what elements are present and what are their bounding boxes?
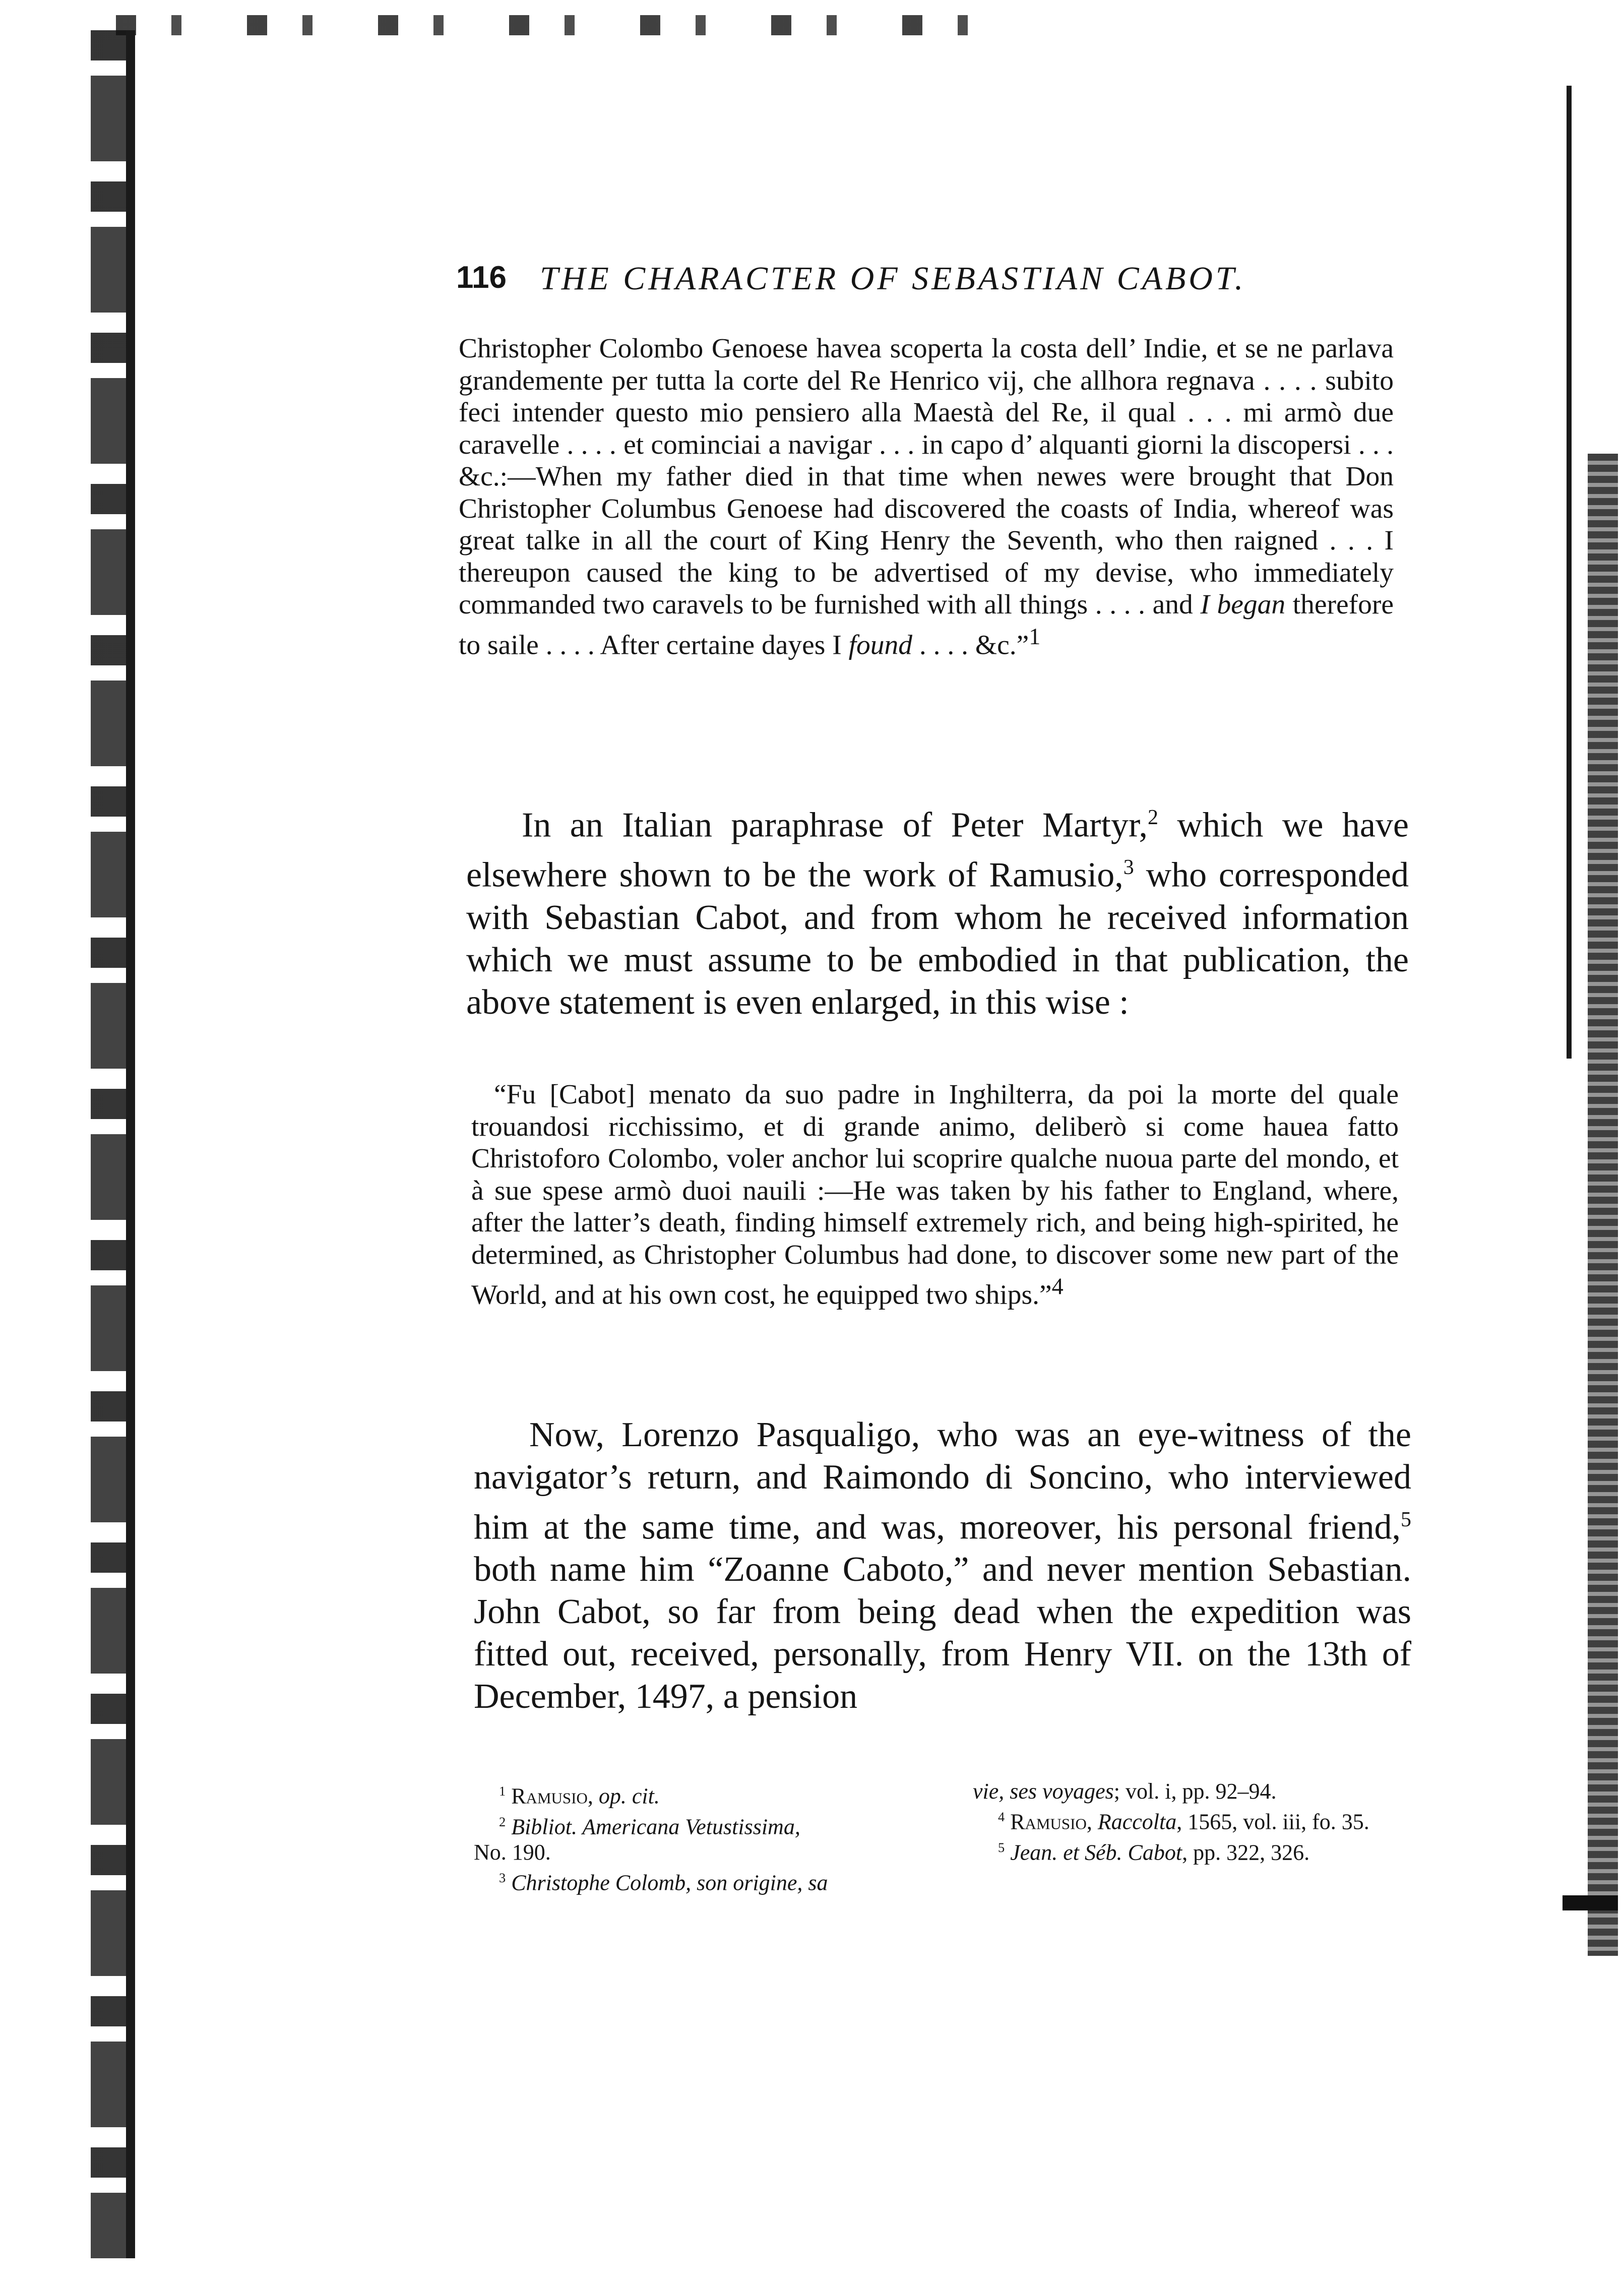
scan-artifact-right-mark [1563,1895,1618,1910]
quote-italic-text: I began [1200,589,1286,620]
footnote-number: 5 [998,1839,1005,1855]
footnote-2 [474,1809,927,1866]
quote-text: therefore to saile . . . . After certaine dayes I [459,589,1394,660]
paragraph-text: In an Italian paraphrase of Peter Martyr, [522,806,1148,845]
paragraph-text: Now, Lorenzo Pasqualigo, who was an eye-witness of the navigator’s return, and Raimondo di Soncino, who interviewed him at the same time, and was, moreover, his personal friend, [474,1415,1411,1547]
body-paragraph-pasqualigo [474,1414,1411,1718]
footnote-ref: 2 [1147,806,1158,829]
footnote-1 [474,1778,927,1809]
quote-text: Christopher Colombo Genoese havea scoperta la costa dell’ Indie, et se ne parlava grandemente per tutta la corte del Re Henrico vij, che allhora regnava . . . . subito feci intender questo mio pensiero alla Maestà del Re, il qual . . . mi armò due caravelle . . . . et cominciai a navigar . . . in capo d’ alquanti giorni la discopersi . . . &c.:—When my father died in that time when newes were brought that Don Christopher Columbus Genoese had discovered the coasts of India, whereof was great talke in all the court of King Henry the Seventh, who then raigned . . . I thereupon caused the king to be advertised of my devise, who immediately commanded two caravels to be furnished with all things . . . . and [459,333,1394,620]
footnotes-left-column [474,1778,927,1896]
scan-artifact-left-margin [91,30,126,2258]
footnote-text: , 1565, vol. iii, fo. 35. [1176,1809,1369,1834]
footnote-text: ; vol. i, pp. 92–94. [1113,1779,1277,1804]
footnote-ref: 3 [1123,856,1134,880]
footnote-title: Bibliot. Americana Vetustissima, [511,1814,800,1839]
footnotes-right-column [973,1778,1416,1865]
paragraph [466,796,1409,1024]
footnote-ref: 4 [1051,1274,1064,1300]
footnote-author: Ramusio [1010,1809,1087,1834]
footnote-3-continued [973,1778,1416,1804]
quote-paragraph [459,333,1394,661]
footnote-text: No. 190. [474,1840,551,1865]
quote-paragraph [471,1079,1399,1311]
footnote-number: 1 [499,1783,506,1799]
page-number: 116 [456,260,507,295]
footnote-number: 2 [499,1814,506,1829]
footnote-title: Christophe Colomb, son origine, sa [511,1870,828,1895]
footnote-author: Ramusio [511,1783,588,1809]
footnote-title: op. cit. [598,1783,660,1809]
footnote-title: Raccolta [1097,1809,1177,1834]
footnote-5 [973,1835,1416,1866]
paragraph [474,1414,1411,1718]
running-title: THE CHARACTER OF SEBASTIAN CABOT. [540,260,1246,297]
block-quote-italian-paraphrase [471,1079,1399,1311]
footnote-number: 3 [499,1870,506,1886]
paragraph-text: which we have elsewhere shown to be the work of Ramusio, [466,806,1409,895]
footnote-3 [474,1865,927,1896]
quote-text: . . . . &c.” [912,630,1029,660]
block-quote-cabot-account [459,333,1394,661]
paragraph-text: who corresponded with Sebastian Cabot, and from whom he received information which we must assume to be embodied in that publication, the above statement is even enlarged, in this wise : [466,855,1409,1022]
footnote-title: Jean. et Séb. Cabot [1010,1840,1182,1865]
footnote-ref: 5 [1401,1508,1411,1531]
paragraph-text: both name him “Zoanne Caboto,” and never mention Sebastian. John Cabot, so far from being dead when the expedition was fitted out, received, personally, from Henry VII. on the 13th of December, 1497, a pension [474,1550,1411,1716]
page-header [456,260,1444,305]
quote-text: “Fu [Cabot] menato da suo padre in Inghilterra, da poi la morte del quale trouandosi ricchissimo, et di grande animo, deliberò si come hauea fatto Christoforo Colombo, voler anchor lui scoprire qualche nuoua parte del mondo, et à sue spese armò duoi nauili :—He was taken by his father to England, where, after the latter’s death, finding himself extremely rich, and being high-spirited, he determined, as Christopher Columbus had done, to discover some new part of the World, and at his own cost, he equipped two ships.” [471,1079,1399,1311]
quote-italic-text: found [848,630,913,660]
footnote-separator: , [1086,1809,1098,1834]
footnote-number: 4 [998,1809,1005,1824]
footnote-title: vie, ses voyages [973,1779,1114,1804]
scan-artifact-right-margin [1588,454,1618,1956]
scan-artifact-top [116,15,1023,35]
footnote-separator: , [587,1783,599,1809]
scan-artifact-left-edge [126,30,135,2258]
scan-artifact-right-line [1567,86,1572,1059]
footnote-4 [973,1804,1416,1835]
footnote-ref: 1 [1029,624,1041,650]
body-paragraph-ramusio [466,796,1409,1024]
footnote-text: , pp. 322, 326. [1182,1840,1310,1865]
